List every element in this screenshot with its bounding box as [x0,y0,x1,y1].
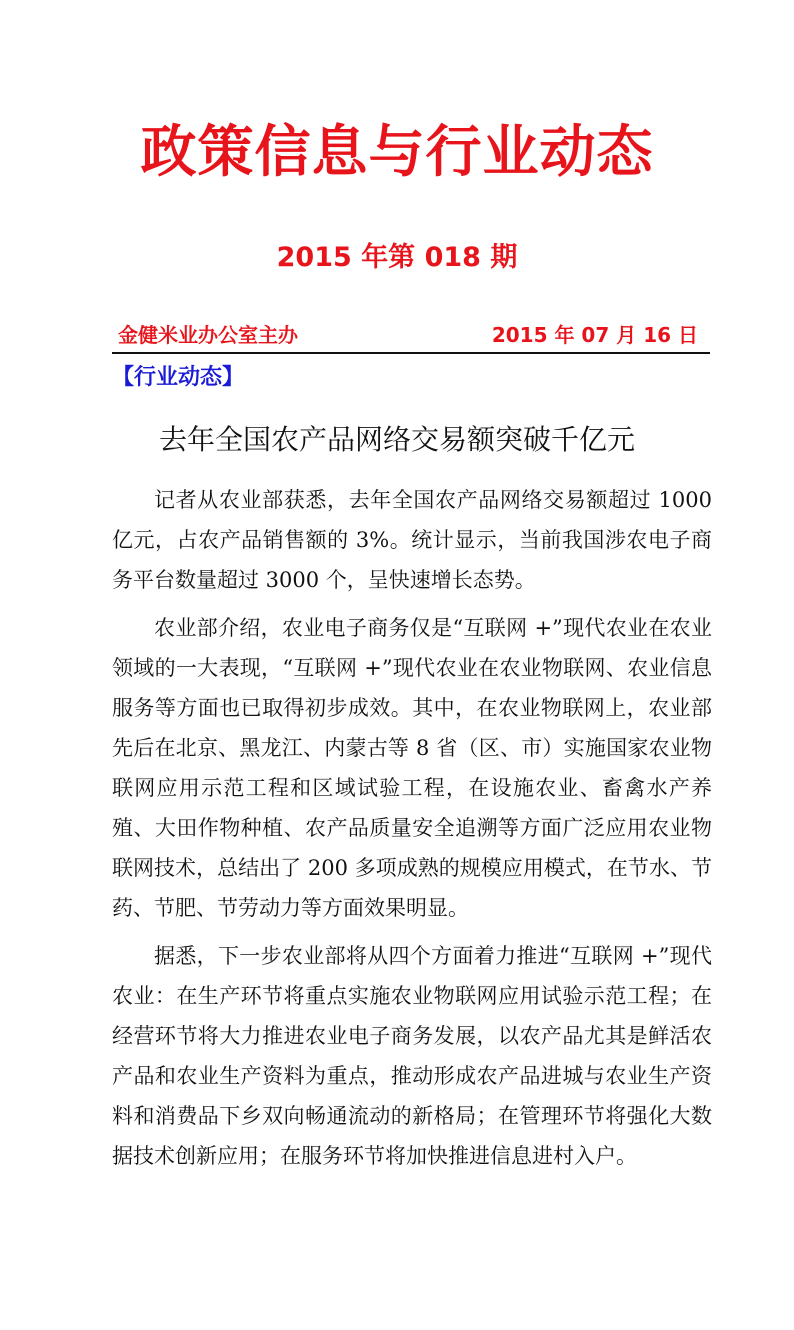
article-body [112,480,712,1184]
masthead-title: 政策信息与行业动态 [140,120,654,185]
meta-row [118,318,710,352]
section-tag: 【行业动态】 [112,365,245,390]
publish-date: 2015 年 07 月 16 日 [491,323,698,347]
issue-number: 2015 年第 018 期 [276,242,518,273]
article-title: 去年全国农产品网络交易额突破千亿元 [158,423,635,456]
article-paragraph: 记者从农业部获悉，去年全国农产品网络交易额超过 1000 亿元，占农产品销售额的 3%。统计显示，当前我国涉农电子商务平台数量超过 3000 个，呈快速增长态势。 [112,488,712,592]
article-paragraph: 据悉，下一步农业部将从四个方面着力推进“互联网 +”现代农业：在生产环节将重点实施农业物联网应用试验示范工程；在经营环节将大力推进农业电子商务发展，以农产品尤其是鲜活农产品和农业生产资料为重点，推动形成农产品进城与农业生产资料和消费品下乡双向畅通流动的新格局；在管理环节将强化大数据技术创新应用；在服务环节将加快推进信息进村入户。 [112,944,712,1168]
publisher: 金健米业办公室主办 [118,323,298,347]
article-paragraph: 农业部介绍，农业电子商务仅是“互联网 +”现代农业在农业领域的一大表现，“互联网 +”现代农业在农业物联网、农业信息服务等方面也已取得初步成效。其中，在农业物联网上，农业部先后在北京、黑龙江、内蒙古等 8 省（区、市）实施国家农业物联网应用示范工程和区域试验工程，在设施农业、畜禽水产养殖、大田作物种植、农产品质量安全追溯等方面广泛应用农业物联网技术，总结出了 200 多项成熟的规模应用模式，在节水、节药、节肥、节劳动力等方面效果明显。 [112,616,712,920]
header-divider [112,352,710,354]
